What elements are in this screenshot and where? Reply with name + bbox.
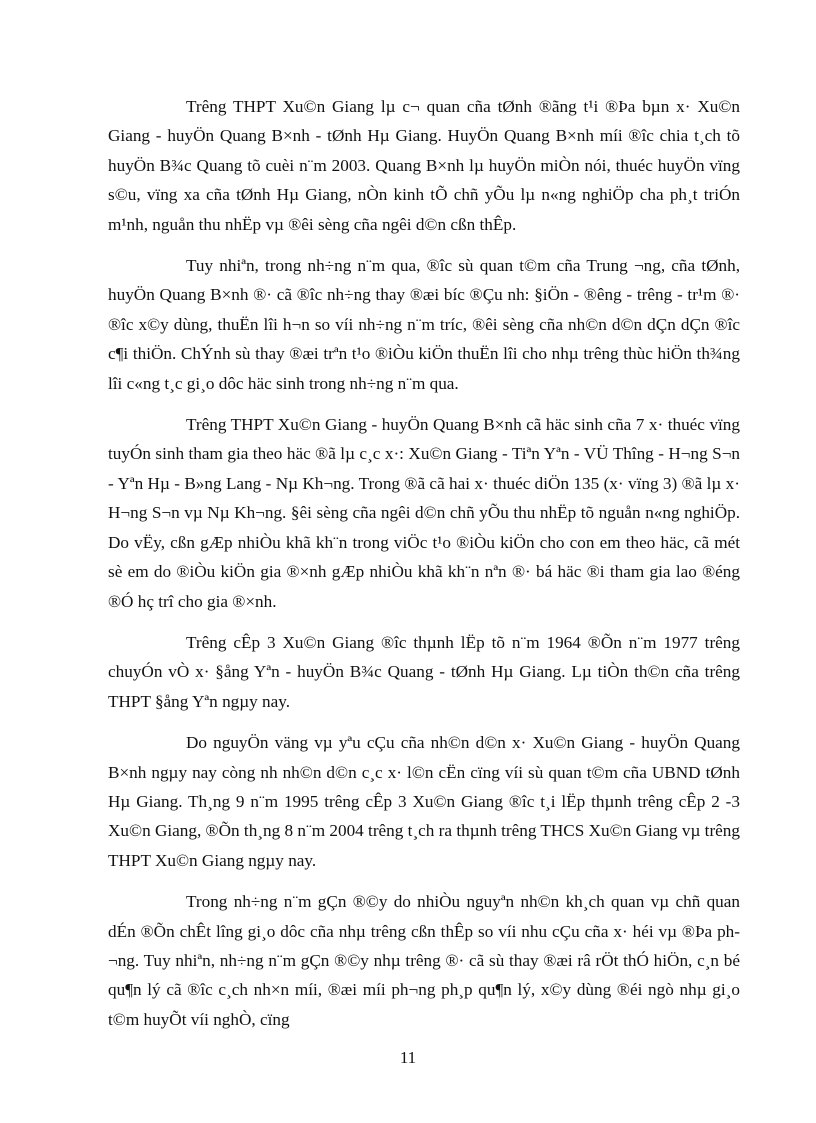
paragraph-3: Trêng THPT Xu©n Giang - huyÖn Quang B×nh cã häc sinh cña 7 x· thuéc vïng tuyÓn sinh tham gia theo häc ®ã lµ c¸c x·: Xu©n Giang - Tiªn Yªn - VÜ Thîng - H¬ng S¬n - Yªn Hµ - B»ng Lang - Nµ Kh¬ng. Trong ®ã cã hai x· thuéc diÖn 135 (x· vïng 3) ®ã lµ x· H¬ng S¬n vµ Nµ Kh¬ng. §êi sèng cña ngêi d©n chñ yÕu thu nhËp tõ nguån n«ng nghiÖp. Do vËy, cßn gÆp nhiÒu khã kh¨n trong viÖc t¹o ®iÒu kiÖn cho con em theo häc, cã mét sè em do ®iÒu kiÖn gia ®×nh gÆp nhiÒu khã kh¨n nªn ®· bá häc ®i tham gia lao ®éng ®Ó hç trî cho gia ®×nh. bbox=[108, 415, 740, 611]
paragraph-2: Tuy nhiªn, trong nh÷ng n¨m qua, ®îc sù quan t©m cña Trung ¬ng, cña tØnh, huyÖn Quang B×nh ®· cã ®îc nh÷ng thay ®æi bíc ®Çu nh: §iÖn - ®êng - trêng - tr¹m ®· ®îc x©y dùng, thuËn lîi h¬n so víi nh÷ng n¨m tríc, ®êi sèng cña nh©n d©n dÇn dÇn ®îc c¶i thiÖn. ChÝnh sù thay ®æi trªn t¹o ®iÒu kiÖn thuËn lîi cho nhµ trêng thùc hiÖn th¾ng lîi c«ng t¸c gi¸o dôc häc sinh trong nh÷ng n¨m qua. bbox=[108, 256, 740, 393]
paragraph-4: Trêng cÊp 3 Xu©n Giang ®îc thµnh lËp tõ n¨m 1964 ®Õn n¨m 1977 trêng chuyÓn vÒ x· §ång Yªn - huyÖn B¾c Quang - tØnh Hµ Giang. Lµ tiÒn th©n cña trêng THPT §ång Yªn ngµy nay. bbox=[108, 632, 740, 711]
page-number: 11 bbox=[399, 1048, 417, 1067]
paragraph-1: Trêng THPT Xu©n Giang lµ c¬ quan cña tØnh ®ãng t¹i ®Þa bµn x· Xu©n Giang - huyÖn Quang B×nh - tØnh Hµ Giang. HuyÖn Quang B×nh míi ®îc chia t¸ch tõ huyÖn B¾c Quang tõ cuèi n¨m 2003. Quang B×nh lµ huyÖn miÒn nói, thuéc huyÖn vïng s©u, vïng xa cña tØnh Hµ Giang, nÒn kinh tÕ chñ yÕu lµ n«ng nghiÖp cha ph¸t triÓn m¹nh, nguån thu nhËp vµ ®êi sèng cña ngêi d©n cßn thÊp. bbox=[108, 97, 740, 234]
paragraph-5: Do nguyÖn väng vµ yªu cÇu cña nh©n d©n x· Xu©n Giang - huyÖn Quang B×nh ngµy nay còng nh nh©n d©n c¸c x· l©n cËn cïng víi sù quan t©m cña UBND tØnh Hµ Giang. Th¸ng 9 n¨m 1995 trêng cÊp 3 Xu©n Giang ®îc t¸i lËp thµnh trêng cÊp 2 -3 Xu©n Giang, ®Õn th¸ng 8 n¨m 2004 trêng t¸ch ra thµnh trêng THCS Xu©n Giang vµ trêng THPT Xu©n Giang ngµy nay. bbox=[108, 733, 740, 870]
paragraph-6: Trong nh÷ng n¨m gÇn ®©y do nhiÒu nguyªn nh©n kh¸ch quan vµ chñ quan dÉn ®Õn chÊt lîng gi¸o dôc cña nhµ trêng cßn thÊp so víi nhu cÇu cña x· héi vµ ®Þa ph¬ng. Tuy nhiªn, nh÷ng n¨m gÇn ®©y nhµ trêng ®· cã sù thay ®æi râ rÖt thÓ hiÖn, c¸n bé qu¶n lý cã ®îc c¸ch nh×n míi, ®æi míi ph¬ng ph¸p qu¶n lý, x©y dùng ®éi ngò nhµ gi¸o t©m huyÕt víi nghÒ, cïng bbox=[108, 892, 740, 1029]
body-text bbox=[108, 92, 740, 1046]
